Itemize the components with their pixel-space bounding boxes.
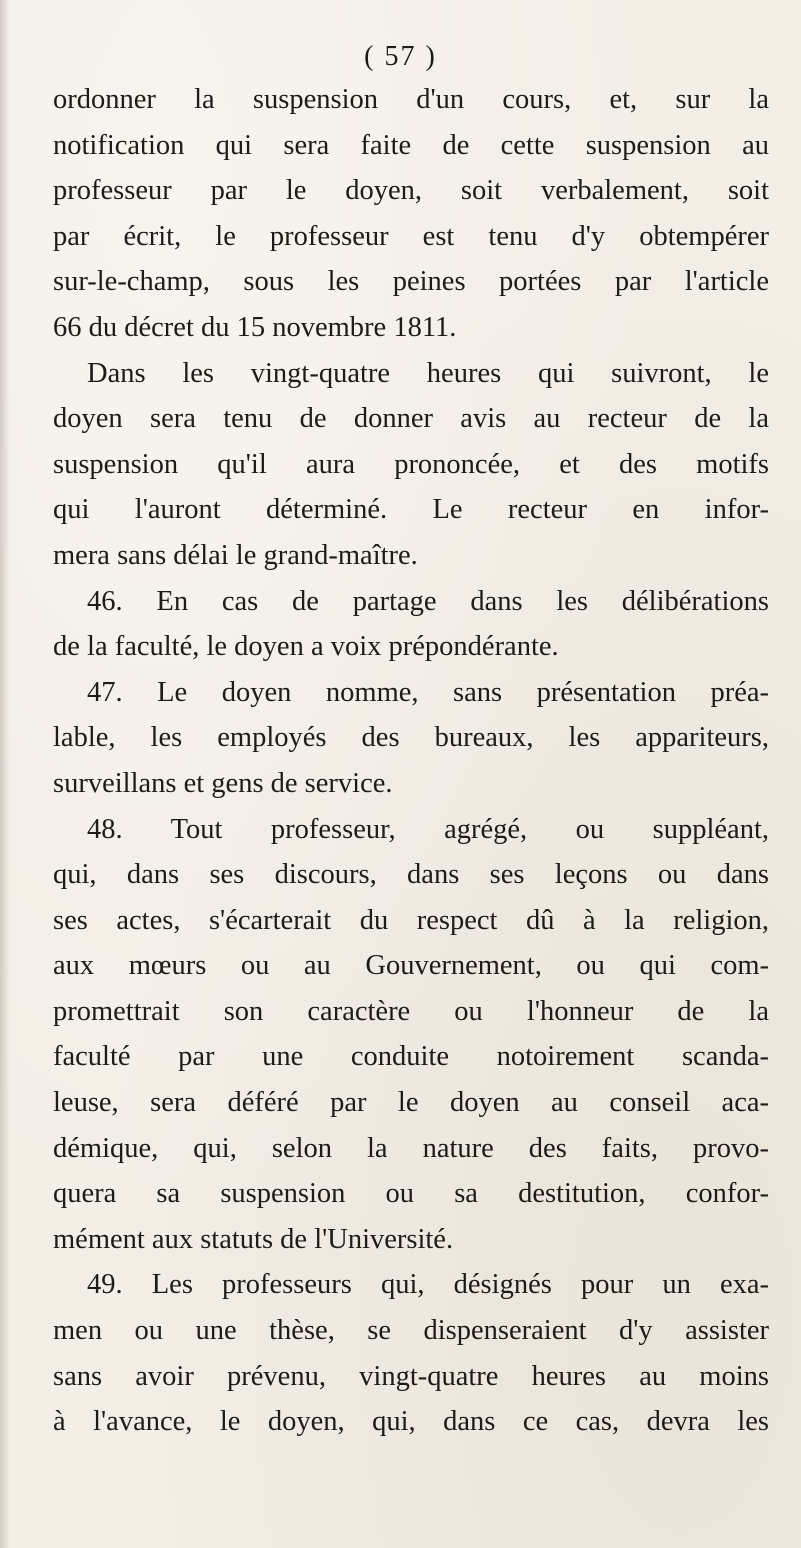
text-line: par écrit, le professeur est tenu d'y obtempérer	[53, 220, 769, 252]
text-line: à l'avance, le doyen, qui, dans ce cas, devra les	[53, 1406, 769, 1438]
text-line: promettrait son caractère ou l'honneur de la	[53, 995, 769, 1027]
body-text	[53, 77, 769, 1445]
text-line: mément aux statuts de l'Université.	[53, 1223, 454, 1255]
article-46-line: 46. En cas de partage dans les délibérations	[87, 585, 769, 617]
text-line: notification qui sera faite de cette suspension au	[53, 129, 769, 161]
article-49-line: 49. Les professeurs qui, désignés pour un exa-	[87, 1269, 769, 1301]
text-line: ses actes, s'écarterait du respect dû à la religion,	[53, 904, 769, 936]
article-47-line: 47. Le doyen nomme, sans présentation préa-	[87, 676, 769, 708]
text-line: qui, dans ses discours, dans ses leçons ou dans	[53, 859, 769, 891]
text-line: leuse, sera déféré par le doyen au conseil aca-	[53, 1087, 769, 1119]
article-48-line: 48. Tout professeur, agrégé, ou suppléant,	[87, 813, 769, 845]
text-line: sans avoir prévenu, vingt-quatre heures au moins	[53, 1360, 769, 1392]
text-line: faculté par une conduite notoirement scanda-	[53, 1041, 769, 1073]
page-number: ( 57 )	[364, 41, 437, 72]
text-line: professeur par le doyen, soit verbalement, soit	[53, 175, 769, 207]
text-line: 66 du décret du 15 novembre 1811.	[53, 311, 457, 343]
text-line: men ou une thèse, se dispenseraient d'y assister	[53, 1315, 769, 1347]
text-line: lable, les employés des bureaux, les appariteurs,	[53, 722, 769, 754]
text-line: suspension qu'il aura prononcée, et des motifs	[53, 448, 769, 480]
text-line: doyen sera tenu de donner avis au recteur de la	[53, 403, 769, 435]
text-line: sur-le-champ, sous les peines portées par l'article	[53, 266, 769, 298]
text-line: démique, qui, selon la nature des faits, provo-	[53, 1132, 769, 1164]
text-line: qui l'auront déterminé. Le recteur en infor-	[53, 494, 769, 526]
page-edge-shadow	[0, 0, 10, 1548]
text-line: ordonner la suspension d'un cours, et, sur la	[53, 84, 769, 115]
text-line: quera sa suspension ou sa destitution, confor-	[53, 1178, 769, 1210]
text-line: mera sans délai le grand-maître.	[53, 539, 418, 571]
text-line: aux mœurs ou au Gouvernement, ou qui com-	[53, 950, 769, 982]
paragraph-start-line: Dans les vingt-quatre heures qui suivront, le	[87, 357, 769, 389]
text-line: de la faculté, le doyen a voix prépondérante.	[53, 631, 559, 663]
text-line: surveillans et gens de service.	[53, 767, 393, 799]
